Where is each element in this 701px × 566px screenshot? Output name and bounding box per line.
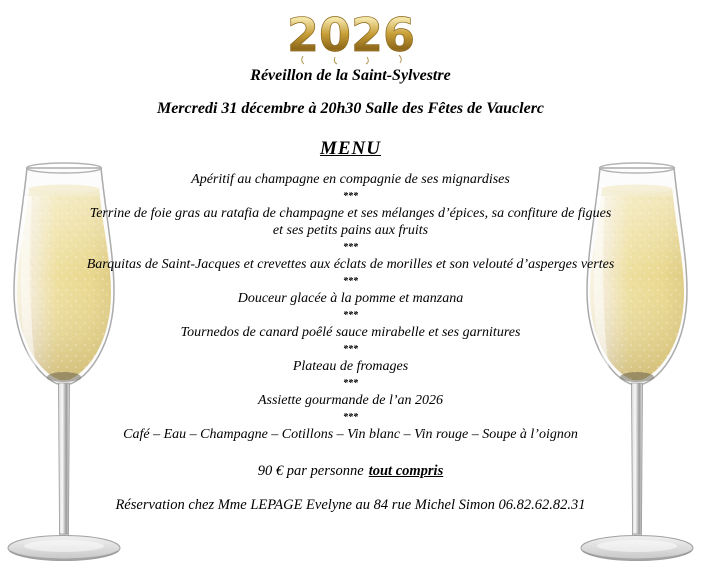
course-separator: *** [343,242,358,253]
menu-heading-wrap [0,139,701,158]
course-line: Café – Eau – Champagne – Cotillons – Vin blanc – Vin rouge – Soupe à l’oignon [123,427,578,442]
course-line: Terrine de foie gras au ratafia de champagne et ses mélanges d’épices, sa confiture de figues [89,206,612,221]
course-separator: *** [343,310,358,321]
event-title: Réveillon de la Saint-Sylvestre [250,67,451,84]
price-emphasis: tout compris [368,463,444,479]
course-list [0,171,701,443]
menu-course [0,256,701,273]
menu-course [0,426,701,443]
course-separator: *** [343,276,358,287]
menu-course [0,290,701,307]
course-separator: *** [343,191,358,202]
balloon-year-text: 2026 [286,8,415,62]
course-line: Assiette gourmande de l’an 2026 [257,393,444,408]
course-line: Douceur glacée à la pomme et manzana [237,291,464,306]
menu-course [0,324,701,341]
menu-course [0,358,701,375]
menu-heading: MENU [319,138,381,159]
course-line: Tournedos de canard poêlé sauce mirabelle et ses garnitures [180,325,521,340]
reservation-line: Réservation chez Mme LEPAGE Evelyne au 84 rue Michel Simon 06.82.62.82.31 [115,496,586,513]
event-date-venue: Mercredi 31 décembre à 20h30 Salle des Fêtes de Vauclerc [156,100,545,117]
price-line [0,464,701,479]
course-line: Plateau de fromages [292,359,409,374]
balloon-2026-graphic [263,4,439,66]
course-separator: *** [343,344,358,355]
price-text: 90 € par personne [257,463,364,479]
menu-course [0,392,701,409]
course-line: et ses petits pains aux fruits [272,223,429,238]
menu-course [0,205,701,239]
menu-document [0,68,701,512]
course-line: Apéritif au champagne en compagnie de ses mignardises [191,172,510,187]
course-line: Barquitas de Saint-Jacques et crevettes aux éclats de morilles et son velouté d’asperges vertes [86,257,615,272]
menu-course [0,171,701,188]
course-separator: *** [343,412,358,423]
course-separator: *** [343,378,358,389]
